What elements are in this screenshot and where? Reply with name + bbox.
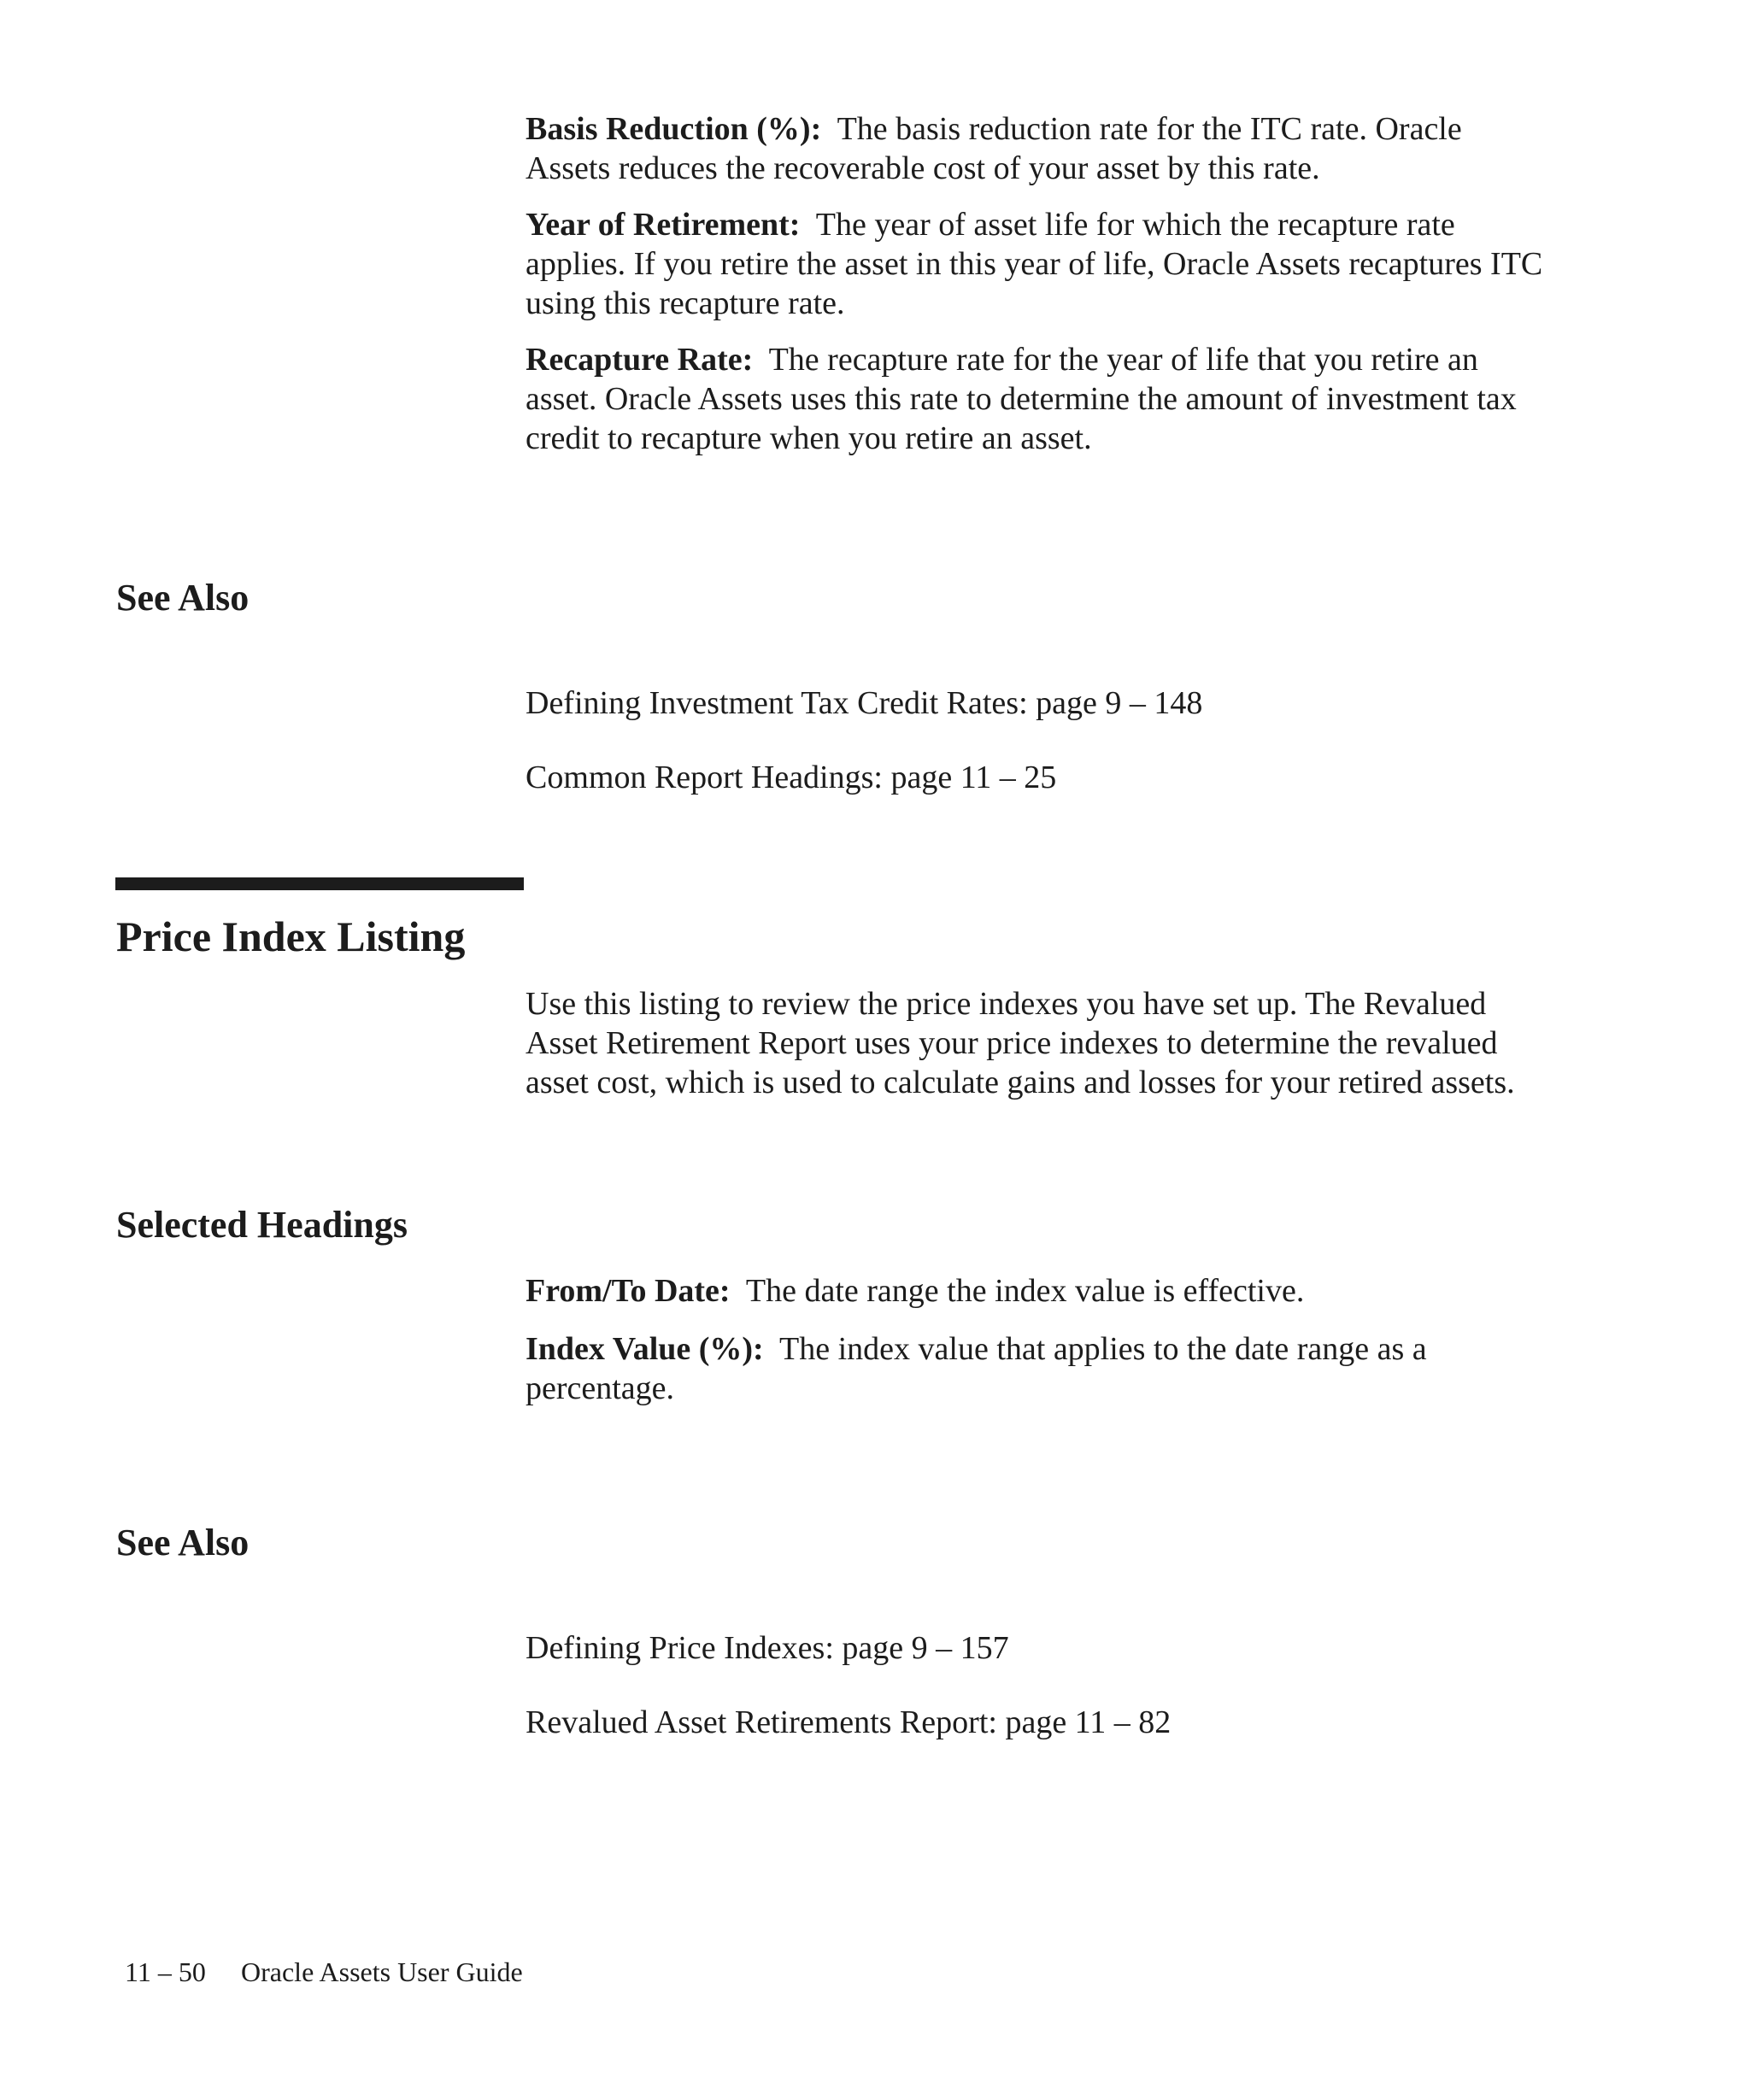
index-value-text: The index value that applies to the date range as a percentage. [526, 1331, 1427, 1406]
from-to-date-term: From/To Date: [526, 1273, 731, 1309]
recapture-rate-paragraph [526, 340, 1551, 458]
see-also-link-itc-rates[interactable]: Defining Investment Tax Credit Rates: page 9 – 148 [526, 685, 1203, 721]
year-of-retirement-paragraph [526, 205, 1551, 323]
from-to-date-paragraph [526, 1271, 1551, 1311]
basis-reduction-text: The basis reduction rate for the ITC rate. Oracle Assets reduces the recoverable cost of your asset by this rate. [526, 111, 1462, 186]
footer-page-number: 11 – 50 [125, 1956, 206, 1987]
recapture-rate-term: Recapture Rate: [526, 342, 754, 378]
price-index-intro: Use this listing to review the price indexes you have set up. The Revalued Asset Retirement Report uses your price indexes to determine the revalued asset cost, which is used to calculate gains and losses for your retired assets. [526, 986, 1515, 1100]
basis-reduction-paragraph [526, 109, 1551, 188]
footer-guide-title: Oracle Assets User Guide [241, 1956, 523, 1987]
see-also-link-report-headings[interactable]: Common Report Headings: page 11 – 25 [526, 760, 1057, 795]
recapture-rate-text: The recapture rate for the year of life that you retire an asset. Oracle Assets uses this rate to determine the amount of investment tax credit to recapture when you retire an asset. [526, 342, 1517, 456]
section-rule [115, 877, 524, 890]
see-also-heading-2: See Also [116, 1522, 250, 1563]
index-value-term: Index Value (%): [526, 1331, 764, 1367]
selected-headings-heading: Selected Headings [116, 1204, 408, 1246]
price-index-listing-title: Price Index Listing [116, 912, 466, 960]
year-of-retirement-term: Year of Retirement: [526, 207, 801, 243]
from-to-date-text: The date range the index value is effective. [745, 1273, 1305, 1309]
see-also-link-revalued-report[interactable]: Revalued Asset Retirements Report: page 11 – 82 [526, 1704, 1172, 1740]
see-also-heading-1: See Also [116, 577, 250, 619]
index-value-paragraph [526, 1329, 1551, 1408]
year-of-retirement-text: The year of asset life for which the recapture rate applies. If you retire the asset in this year of life, Oracle Assets recaptures ITC using this recapture rate. [526, 207, 1543, 321]
basis-reduction-term: Basis Reduction (%): [526, 111, 822, 147]
see-also-link-price-indexes[interactable]: Defining Price Indexes: page 9 – 157 [526, 1630, 1009, 1666]
